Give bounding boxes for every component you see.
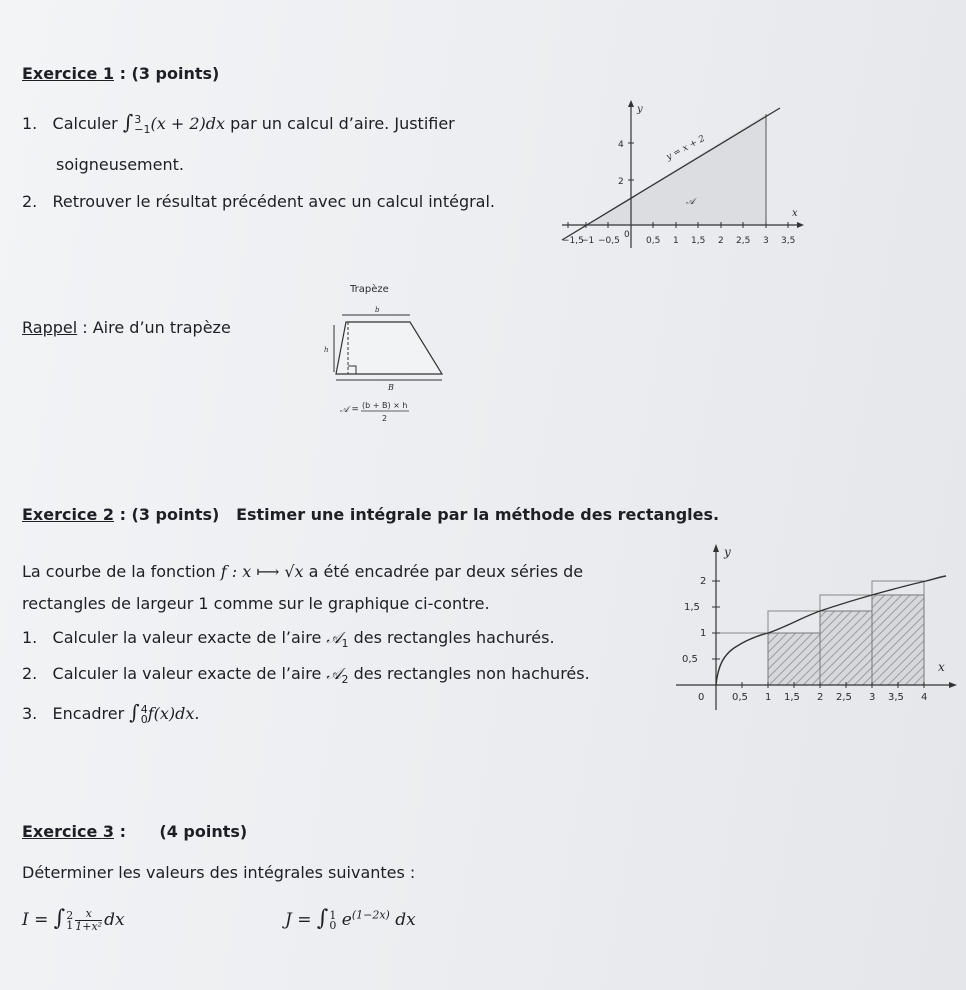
ex2-q3-lower-bound: 0 — [140, 712, 148, 726]
ex1-xtick-3: −0,5 — [598, 236, 620, 246]
ex2-q3-integral-sign: ∫ — [129, 700, 140, 724]
ex2-points: : (3 points) — [114, 505, 220, 524]
ex2-q1-number: 1. — [22, 628, 38, 647]
ex1-q2-text: Retrouver le résultat précédent avec un calcul intégral. — [52, 192, 496, 211]
ex2-heading-line — [22, 505, 719, 524]
ex1-q1-number: 1. — [22, 114, 38, 133]
ex1-xtick-10: 3 — [763, 236, 769, 246]
ex1-xtick-4: 0 — [624, 230, 630, 240]
ex1-xtick-1: −1,5 — [562, 236, 584, 246]
ex2-q2-index: 2 — [341, 673, 349, 687]
I-upper-bound: 2 — [66, 908, 74, 922]
ex1-ytick-2: 2 — [618, 177, 624, 187]
ex2-intro-function: f : x ⟼ √x — [220, 562, 304, 581]
ex2-q3-number: 3. — [22, 704, 38, 723]
ex2-q2-pre: Calculer la valeur exacte de l’aire — [52, 664, 327, 683]
ex2-heading: Exercice 2 — [22, 505, 114, 524]
h-label: h — [324, 346, 329, 354]
ex2-ytick-15: 1,5 — [684, 602, 700, 613]
ex1-q1-line2: soigneusement. — [56, 155, 184, 174]
ex2-intro-pre: La courbe de la fonction — [22, 562, 221, 581]
I-denominator: 1+x² — [75, 920, 103, 933]
ex1-area-region — [586, 114, 766, 225]
ex2-intro-post: a été encadrée par deux séries de — [303, 562, 584, 581]
ex2-graph — [676, 540, 961, 715]
ex2-q1-pre: Calculer la valeur exacte de l’aire — [52, 628, 327, 647]
ex1-xtick-8: 2 — [718, 236, 724, 246]
ex1-x-arrow — [797, 222, 804, 228]
ex1-q1 — [22, 110, 455, 135]
ex1-heading-line — [22, 64, 219, 83]
ex1-area-label: 𝒜 — [686, 197, 695, 207]
I-lhs: I = — [22, 910, 54, 930]
rappel-label: Rappel — [22, 318, 78, 337]
trapezoid-figure — [312, 280, 462, 432]
ex2-q2-symbol: 𝒜 — [326, 664, 342, 683]
rappel-line — [22, 318, 231, 337]
ex1-curve-label: y = x + 2 — [664, 133, 707, 163]
ex1-xtick-11: 3,5 — [781, 236, 796, 246]
ex2-intro-line2: rectangles de largeur 1 comme sur le graphique ci-contre. — [22, 594, 490, 613]
ex1-q1-post: par un calcul d’aire. Justifier — [225, 114, 455, 133]
big-b-label: B — [388, 383, 394, 392]
ex2-intro — [22, 562, 583, 581]
ex1-q1-integral-sign: ∫ — [122, 110, 134, 134]
J-base: e — [341, 910, 352, 930]
hatched-rect-3 — [820, 611, 872, 685]
ex2-xtick-15: 1,5 — [784, 692, 800, 703]
J-lower-bound: 0 — [329, 918, 337, 932]
ex2-y-label: y — [724, 545, 731, 559]
ex3-instruction: Déterminer les valeurs des intégrales suivantes : — [22, 863, 416, 882]
ex1-q1-expression: (x + 2)dx — [150, 114, 226, 133]
ex2-y-arrow — [713, 544, 719, 552]
J-exponent: (1−2x) — [351, 908, 390, 922]
ex2-xtick-4: 4 — [921, 692, 928, 703]
ex2-q2-number: 2. — [22, 664, 38, 683]
ex1-graph — [560, 98, 810, 258]
J-lhs: J = — [285, 910, 317, 930]
I-dx: dx — [104, 910, 125, 930]
ex2-q3-upper-bound: 4 — [140, 702, 148, 716]
ex2-x-label: x — [938, 660, 945, 674]
formula-denominator: 2 — [382, 414, 388, 423]
ex1-xtick-6: 1 — [673, 236, 679, 246]
hatched-rect-4 — [872, 595, 924, 685]
ex2-q3-expression: f(x)dx. — [147, 704, 200, 723]
ex3-heading-line: Exercice 3 : (4 points) — [22, 822, 248, 841]
ex1-heading: Exercice 1 — [22, 64, 114, 83]
ex2-xtick-35: 3,5 — [888, 692, 904, 703]
ex1-y-label: y — [637, 104, 643, 115]
ex1-xtick-5: 0,5 — [646, 236, 661, 246]
ex3-points: (4 points) — [159, 822, 248, 841]
ex1-points: : (3 points) — [114, 64, 220, 83]
ex1-ytick-4: 4 — [618, 140, 624, 150]
ex2-q1-post: des rectangles hachurés. — [348, 628, 555, 647]
I-lower-bound: 1 — [66, 918, 74, 932]
ex2-xtick-25: 2,5 — [836, 692, 852, 703]
ex1-q1-upper-bound: 3 — [134, 112, 142, 126]
J-dx: dx — [389, 910, 416, 930]
ex1-xtick-9: 2,5 — [736, 236, 751, 246]
I-numerator: x — [75, 908, 102, 921]
ex2-xtick-1: 1 — [765, 692, 772, 703]
ex2-q3-pre: Encadrer — [52, 704, 130, 723]
J-upper-bound: 1 — [329, 908, 337, 922]
formula-numerator: (b + B) × h — [362, 401, 408, 410]
ex3-integral-J — [285, 906, 416, 931]
hatched-rect-2 — [768, 633, 820, 685]
ex1-xtick-7: 1,5 — [691, 236, 706, 246]
rappel-text: : Aire d’un trapèze — [77, 318, 231, 337]
J-integral-sign: ∫ — [316, 906, 329, 931]
I-integral-sign: ∫ — [53, 906, 66, 931]
ex1-q2-number: 2. — [22, 192, 38, 211]
ex2-ytick-1: 1 — [700, 628, 707, 639]
ex2-xtick-3: 3 — [869, 692, 876, 703]
ex2-x-arrow — [949, 682, 957, 688]
ex1-q1-lower-bound: −1 — [134, 122, 151, 136]
ex2-xtick-0: 0 — [698, 692, 705, 703]
ex1-y-arrow — [628, 100, 634, 107]
ex2-xtick-05: 0,5 — [732, 692, 748, 703]
ex2-q3 — [22, 700, 199, 725]
small-b-label: b — [375, 306, 380, 314]
ex1-x-label: x — [792, 208, 798, 219]
ex2-ytick-05: 0,5 — [682, 654, 698, 665]
ex3-integral-I — [22, 906, 125, 933]
ex2-q1-symbol: 𝒜 — [326, 628, 342, 647]
ex2-xtick-2: 2 — [817, 692, 824, 703]
ex1-xtick-2: −1 — [581, 236, 595, 246]
ex3-heading: Exercice 3 — [22, 822, 114, 841]
ex2-q2-post: des rectangles non hachurés. — [348, 664, 590, 683]
ex2-ytick-2: 2 — [700, 576, 707, 587]
ex2-q1-index: 1 — [341, 637, 349, 651]
trapezoid-title: Trapèze — [350, 284, 389, 295]
formula-lhs: 𝒜 = — [340, 405, 359, 415]
ex2-q1 — [22, 628, 555, 650]
ex2-q2 — [22, 664, 590, 686]
ex1-q2 — [22, 192, 495, 211]
ex1-q1-pre: Calculer — [52, 114, 123, 133]
ex2-subtitle: Estimer une intégrale par la méthode des rectangles. — [236, 505, 720, 524]
